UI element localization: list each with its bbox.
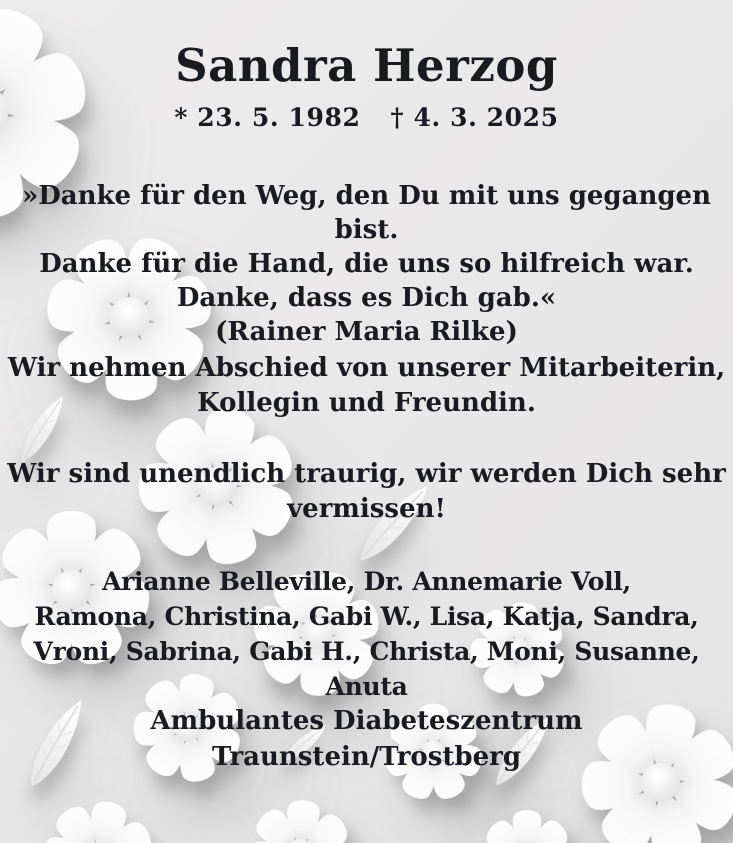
grief-line: vermissen! [287,494,446,524]
quote-text [0,179,733,349]
farewell-text [0,351,733,421]
life-dates [0,103,733,133]
mourners-line: Ramona, Christina, Gabi W., Lisa, Katja, Sandra, [34,602,699,631]
death-date: † 4. 3. 2025 [390,103,559,132]
quote-attribution: (Rainer Maria Rilke) [215,317,518,347]
quote-line: Danke für die Hand, die uns so hilfreich war. [39,249,694,279]
deceased-name: Sandra Herzog [175,39,558,92]
quote-line: Danke, dass es Dich gab.« [176,283,557,313]
grief-text [0,457,733,527]
mourners-line: Arianne Belleville, Dr. Annemarie Voll, [102,567,631,596]
mourners-line: Vroni, Sabrina, Gabi H., Christa, Moni, Susanne, Anuta [33,637,700,701]
organization-name [0,703,733,775]
grief-line: Wir sind unendlich traurig, wir werden Dich sehr [7,459,726,489]
organization-line: Traunstein/Trostberg [211,742,522,772]
mourners-list [0,564,733,704]
farewell-line: Kollegin und Freundin. [197,388,536,418]
organization-line: Ambulantes Diabeteszentrum [150,706,583,736]
farewell-line: Wir nehmen Abschied von unserer Mitarbeiterin, [7,353,726,383]
birth-date: * 23. 5. 1982 [174,103,361,132]
quote-line: »Danke für den Weg, den Du mit uns gegangen bist. [22,181,711,245]
